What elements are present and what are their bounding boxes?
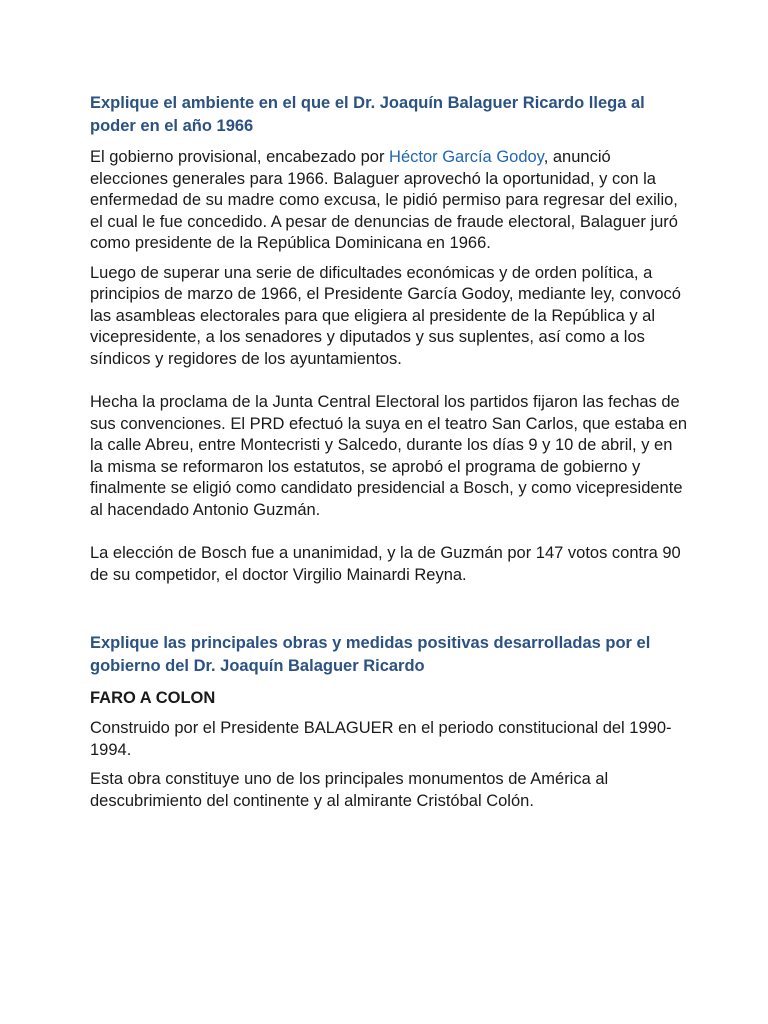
section2-heading: Explique las principales obras y medidas positivas desarrolladas por el gobierno del Dr. Joaquín Balaguer Ricardo — [90, 634, 651, 675]
paragraph-text: , anunció elecciones generales para 1966. Balaguer aprovechó la oportunidad, y con la enfermedad de su madre como excusa, le pidió permiso para regresar del exilio, el cual le fue concedido. A pesar de denuncias de fraude electoral, Balaguer juró como presidente de la República Dominicana en 1966. — [90, 148, 678, 252]
hector-garcia-godoy-link[interactable]: Héctor García Godoy — [389, 148, 544, 166]
section1-paragraph-3: Hecha la proclama de la Junta Central Electoral los partidos fijaron las fechas de sus convenciones. El PRD efectuó la suya en el teatro San Carlos, que estaba en la calle Abreu, entre Montecristi y Salcedo, durante los días 9 y 10 de abril, y en la misma se reformaron los estatutos, se aprobó el programa de gobierno y finalmente se eligió como candidato presidencial a Bosch, y como vicepresidente al hacendado Antonio Guzmán. — [90, 393, 688, 519]
spacer — [90, 529, 688, 543]
faro-a-colon-title: FARO A COLON — [90, 689, 216, 707]
spacer — [90, 378, 688, 392]
section1-paragraph-2: Luego de superar una serie de dificultades económicas y de orden política, a principios de marzo de 1966, el Presidente García Godoy, mediante ley, convocó las asambleas electorales para que eligiera al presidente de la República y al vicepresidente, a los senadores y diputados y sus suplentes, así como a los síndicos y regidores de los ayuntamientos. — [90, 263, 681, 368]
section2-paragraph-2: Esta obra constituye uno de los principales monumentos de América al descubrimiento del continente y al almirante Cristóbal Colón. — [90, 770, 609, 810]
section1-paragraph-4: La elección de Bosch fue a unanimidad, y la de Guzmán por 147 votos contra 90 de su competidor, el doctor Virgilio Mainardi Reyna. — [90, 544, 681, 584]
section1-heading: Explique el ambiente en el que el Dr. Joaquín Balaguer Ricardo llega al poder en el año 1966 — [90, 94, 645, 135]
spacer — [90, 594, 688, 632]
section1-paragraph-1 — [90, 147, 688, 255]
paragraph-text: El gobierno provisional, encabezado por — [90, 148, 390, 166]
section2-paragraph-1: Construido por el Presidente BALAGUER en el periodo constitucional del 1990-1994. — [90, 719, 672, 759]
